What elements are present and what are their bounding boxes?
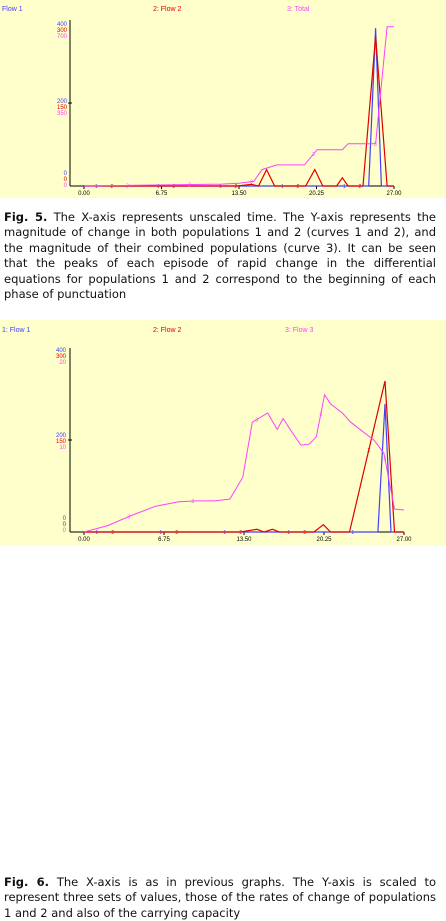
figure-5-chart (0, 0, 446, 205)
series-marker-3: 3 (126, 183, 129, 190)
legend-total: 3: Total (287, 6, 310, 13)
y-tick-top-flow-1: 400 (56, 22, 67, 28)
legend-flow-1: 1: Flow 1 (2, 327, 31, 334)
x-tick-label: 6.75 (155, 191, 168, 197)
legend-flow-3: 3: Flow 3 (285, 327, 314, 334)
series-marker-2: 2 (303, 530, 307, 536)
series-marker-3: 3 (255, 417, 259, 424)
series-marker-1: 1 (287, 530, 291, 536)
legend-flow-1: Flow 1 (2, 6, 23, 13)
series-marker-1: 1 (95, 530, 99, 536)
series-marker-2: 2 (111, 530, 115, 536)
x-tick-label: 0.00 (78, 537, 90, 543)
y-tick-mid-flow-1: 200 (56, 99, 67, 105)
figure-5-caption (4, 210, 436, 302)
series-marker-1: 1 (223, 530, 227, 536)
figure-5-label: Fig. 5. (4, 210, 48, 224)
y-tick-top-flow-1: 400 (55, 348, 66, 354)
figure-5-caption-text: The X-axis represents unscaled time. The Y-axis represents the magnitude of change in both populations 1 and 2 (curves 1 and 2), and the magnitude of their combined populations (curve 3). It can be seen that the peaks of each episode of rapid change in the differential equations for populations 1 and 2 correspond to the beginning of each phase of punctuation (4, 210, 436, 302)
y-tick-bottom-flow-2: 0 (63, 177, 67, 183)
y-tick-top-total: 700 (56, 34, 67, 40)
y-tick-top-flow-2: 300 (56, 28, 67, 34)
y-tick-bottom-flow-3: 0 (62, 528, 66, 534)
y-tick-bottom-flow-2: 0 (62, 522, 66, 528)
series-marker-2: 2 (367, 447, 371, 454)
y-tick-mid-flow-2: 150 (55, 439, 66, 445)
x-tick-label: 13.50 (236, 537, 252, 543)
y-tick-bottom-total: 0 (63, 183, 67, 189)
series-marker-3: 3 (383, 456, 387, 463)
figure-5 (0, 0, 446, 302)
y-tick-bottom-flow-1: 0 (62, 516, 66, 522)
series-marker-1: 1 (351, 530, 355, 536)
series-marker-2: 2 (110, 184, 114, 190)
x-tick-label: 27.00 (396, 537, 412, 543)
x-tick-label: 20.25 (316, 537, 332, 543)
series-marker-3: 3 (250, 179, 253, 186)
y-tick-mid-flow-1: 200 (55, 433, 66, 439)
series-marker-1: 1 (95, 184, 98, 190)
legend-flow-2: 2: Flow 2 (153, 6, 182, 13)
y-tick-mid-flow-2: 150 (56, 105, 67, 111)
series-marker-2: 2 (358, 184, 362, 190)
x-tick-label: 13.50 (231, 191, 247, 197)
figure-6 (0, 320, 446, 920)
figure-6-label: Fig. 6. (4, 875, 49, 889)
y-tick-top-flow-3: 20 (59, 360, 66, 366)
series-marker-3: 3 (191, 499, 195, 506)
y-tick-bottom-flow-1: 0 (63, 171, 67, 177)
legend-flow-2: 2: Flow 2 (153, 327, 182, 334)
x-tick-label: 20.25 (308, 191, 325, 197)
series-marker-2: 2 (234, 184, 238, 190)
y-tick-top-flow-2: 300 (55, 354, 66, 360)
series-marker-1: 1 (281, 184, 284, 190)
series-marker-3: 3 (312, 152, 315, 159)
series-marker-2: 2 (296, 184, 300, 190)
series-marker-1: 1 (343, 184, 346, 190)
series-marker-1: 1 (219, 184, 222, 190)
series-marker-3: 3 (127, 514, 131, 521)
series-marker-2: 2 (239, 529, 243, 536)
series-marker-1: 1 (157, 184, 160, 190)
series-marker-2: 2 (172, 184, 176, 190)
series-marker-2: 2 (175, 530, 179, 536)
series-marker-3: 3 (374, 141, 377, 148)
figure-6-caption-text: The X-axis is as in previous graphs. The Y-axis is scaled to represent three sets of values, those of the rates of change of populations 1 and 2 and also of the carrying capacity (4, 875, 437, 920)
y-tick-mid-total: 350 (56, 111, 67, 117)
series-marker-1: 1 (159, 530, 163, 536)
series-marker-3: 3 (188, 182, 191, 189)
x-tick-label: 0.00 (78, 191, 90, 197)
x-tick-label: 6.75 (158, 537, 170, 543)
x-tick-label: 27.00 (386, 191, 402, 197)
figure-6-caption (4, 875, 436, 921)
figure-6-chart (0, 320, 446, 546)
y-tick-mid-flow-3: 10 (59, 445, 66, 451)
series-marker-3: 3 (319, 411, 323, 418)
